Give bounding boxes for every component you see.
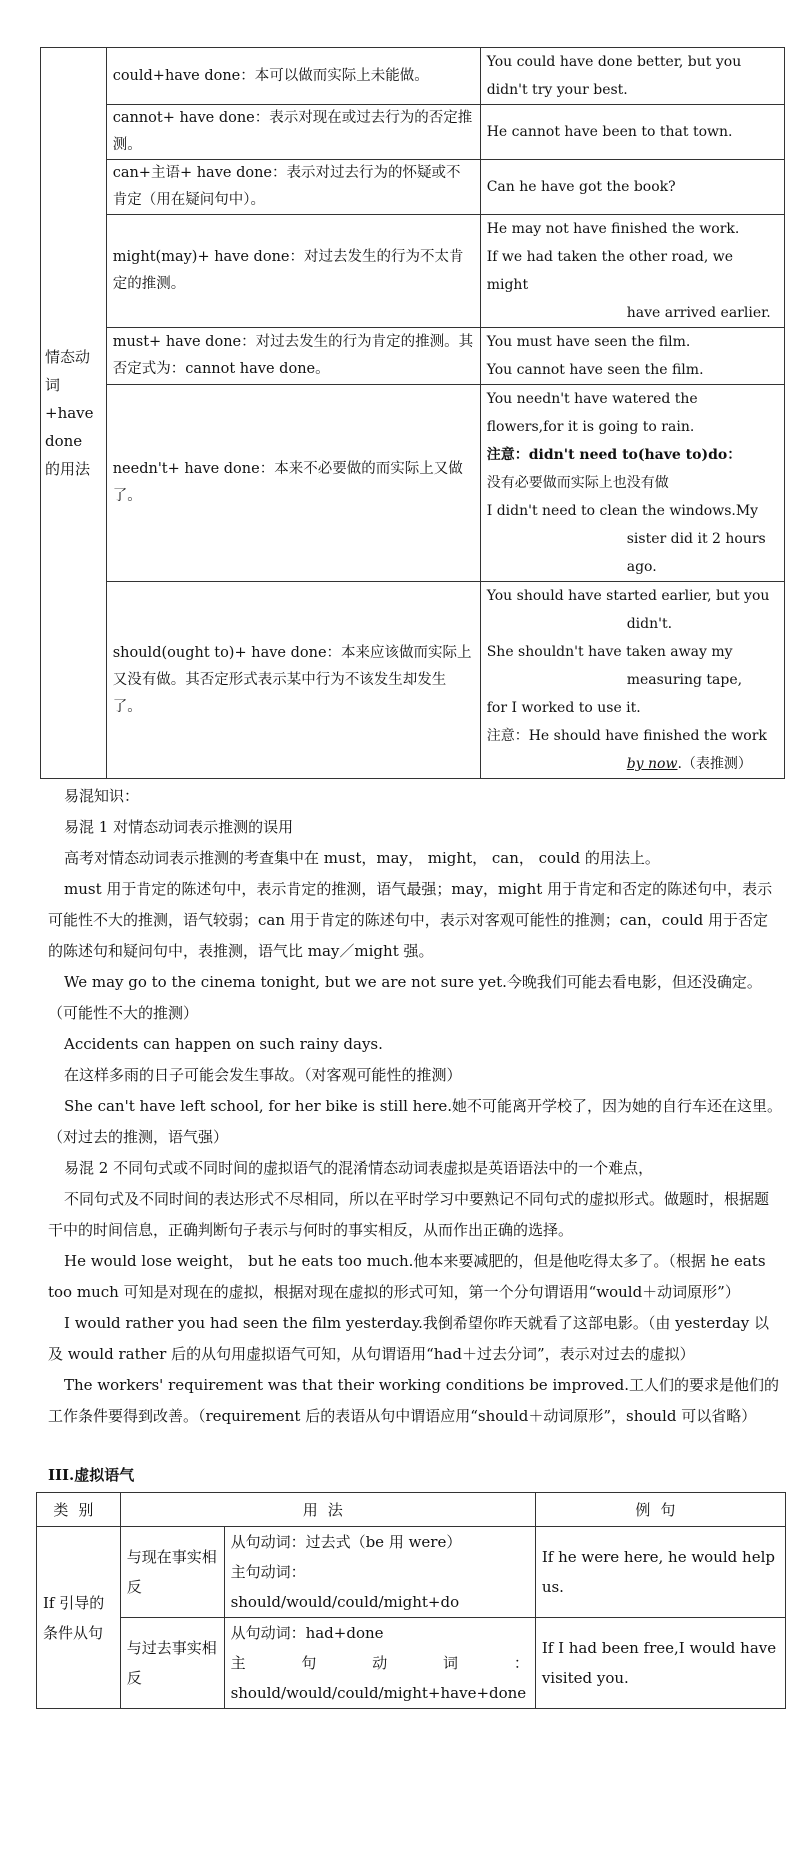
modal-perfect-table bbox=[40, 47, 785, 779]
usage-line: 主句动词： bbox=[230, 1654, 529, 1672]
usage-line: 主句动词：should/would/could/might+do bbox=[230, 1563, 460, 1611]
usage-text: can+主语+ have done：表示对过去行为的怀疑或不肯定（用在疑问句中）。 bbox=[112, 165, 461, 208]
example-cell: He cannot have been to that town. bbox=[480, 105, 784, 160]
example-line: If we had taken the other road, we might bbox=[486, 249, 734, 293]
example-suffix: .（表推测） bbox=[677, 756, 752, 772]
usage-line: 从句动词：had+done bbox=[230, 1624, 384, 1642]
paragraph: 在这样多雨的日子可能会发生事故。（对客观可能性的推测） bbox=[64, 1066, 462, 1084]
item-title: 易混 2 不同句式或不同时间的虚拟语气的混淆情态动词表虚拟是英语语法中的一个难点， bbox=[64, 1159, 654, 1177]
example-cell: You could have done better, but you didn't try your best. bbox=[480, 48, 784, 105]
paragraph: The workers' requirement was that their working conditions be improved.工人们的要求是他们的工作条件要得到改善。（requirement 后的表语从句中谓语应用“should＋动词原形”，should 可以省略） bbox=[48, 1376, 779, 1425]
example-cell bbox=[480, 385, 784, 582]
usage-cell: cannot+ have done：表示对现在或过去行为的否定推测。 bbox=[106, 105, 480, 160]
category-cell: If 引导的条件从句 bbox=[37, 1527, 121, 1709]
usage-cell: could+have done：本可以做而实际上未能做。 bbox=[106, 48, 480, 105]
example-line bbox=[487, 750, 778, 778]
example-line: You needn't have watered the flowers,for it is going to rain. bbox=[486, 391, 698, 435]
usage-line: 从句动词：过去式（be 用 were） bbox=[230, 1533, 462, 1551]
header-example: 例句 bbox=[535, 1493, 785, 1527]
subjunctive-table bbox=[36, 1492, 786, 1709]
section-title bbox=[48, 1460, 783, 1491]
example-cell: Can he have got the book? bbox=[480, 160, 784, 215]
example-cell: If he were here, he would help us. bbox=[535, 1527, 785, 1618]
usage-cell: should(ought to)+ have done：本来应该做而实际上又没有做。其否定形式表示某中行为不该发生却发生了。 bbox=[106, 582, 480, 779]
example-cell bbox=[480, 582, 784, 779]
example-line: sister did it 2 hours bbox=[626, 531, 766, 547]
example-line: She shouldn't have taken away my bbox=[486, 644, 733, 660]
usage-cell: needn't+ have done：本来不必要做的而实际上又做了。 bbox=[106, 385, 480, 582]
example-line: You must have seen the film. bbox=[486, 334, 691, 350]
section-title-text: III.虚拟语气 bbox=[48, 1466, 135, 1484]
paragraph: We may go to the cinema tonight, but we are not sure yet.今晚我们可能去看电影，但还没确定。（可能性不大的推测） bbox=[48, 973, 762, 1022]
paragraph: He would lose weight， but he eats too much.他本来要减肥的，但是他吃得太多了。（根据 he eats too much 可知是对现在的虚拟，根据对现在虚拟的形式可知，第一个分句谓语用“would＋动词原形”） bbox=[48, 1252, 766, 1301]
usage-cell bbox=[224, 1527, 535, 1618]
paragraph: must 用于肯定的陈述句中，表示肯定的推测，语气最强；may，might 用于肯定和否定的陈述句中，表示可能性不大的推测，语气较弱；can 用于肯定的陈述句中，表示对客观可能性的推测；can，could 用于否定的陈述句和疑问句中，表推测，语气比 may／might 强。 bbox=[48, 880, 773, 960]
item-title: 易混 1 对情态动词表示推测的误用 bbox=[64, 818, 294, 836]
example-line: didn't. bbox=[626, 616, 673, 632]
underlined-phrase: by now bbox=[626, 756, 678, 772]
example-line: have arrived earlier. bbox=[626, 305, 771, 321]
confusion-section bbox=[48, 781, 783, 1432]
usage-cell bbox=[106, 160, 480, 215]
paragraph: She can't have left school, for her bike is still here.她不可能离开学校了，因为她的自行车还在这里。（对过去的推测，语气强） bbox=[48, 1097, 783, 1146]
usage-line: should/would/could/might+have+done bbox=[230, 1684, 527, 1702]
example-line: You should have started earlier, but you bbox=[486, 588, 770, 604]
example-line: ago. bbox=[626, 559, 657, 575]
example-line: He may not have finished the work. bbox=[486, 221, 740, 237]
section-heading: 易混知识： bbox=[64, 787, 140, 805]
header-usage: 用法 bbox=[120, 1493, 535, 1527]
note-label: 注意：didn't need to(have to)do： bbox=[486, 447, 742, 463]
example-line: for I worked to use it. bbox=[486, 700, 641, 716]
header-category: 类别 bbox=[37, 1493, 121, 1527]
example-line: measuring tape, bbox=[626, 672, 743, 688]
usage-cell: must+ have done：对过去发生的行为肯定的推测。其否定式为：cannot have done。 bbox=[106, 328, 480, 385]
usage-cell: might(may)+ have done：对过去发生的行为不太肯定的推测。 bbox=[106, 215, 480, 328]
example-line: You cannot have seen the film. bbox=[486, 362, 704, 378]
category-cell: 情态动词+have done 的用法 bbox=[41, 48, 107, 779]
type-cell: 与过去事实相反 bbox=[120, 1618, 224, 1709]
paragraph: 不同句式及不同时间的表达形式不尽相同，所以在平时学习中要熟记不同句式的虚拟形式。做题时，根据题干中的时间信息，正确判断句子表示与何时的事实相反，从而作出正确的选择。 bbox=[48, 1190, 770, 1239]
example-cell bbox=[480, 328, 784, 385]
paragraph: 高考对情态动词表示推测的考查集中在 must，may， might， can， could 的用法上。 bbox=[64, 849, 660, 867]
example-line: 注意：He should have finished the work bbox=[486, 728, 767, 744]
paragraph: Accidents can happen on such rainy days. bbox=[64, 1035, 383, 1053]
note-text: 没有必要做而实际上也没有做 bbox=[486, 475, 669, 491]
usage-cell bbox=[224, 1618, 535, 1709]
example-cell: If I had been free,I would have visited you. bbox=[535, 1618, 785, 1709]
paragraph: I would rather you had seen the film yesterday.我倒希望你昨天就看了这部电影。（由 yesterday 以及 would rather 后的从句用虚拟语气可知，从句谓语用“had＋过去分词”，表示对过去的虚拟） bbox=[48, 1314, 770, 1363]
example-line: I didn't need to clean the windows.My bbox=[486, 503, 759, 519]
type-cell: 与现在事实相反 bbox=[120, 1527, 224, 1618]
example-cell bbox=[480, 215, 784, 328]
